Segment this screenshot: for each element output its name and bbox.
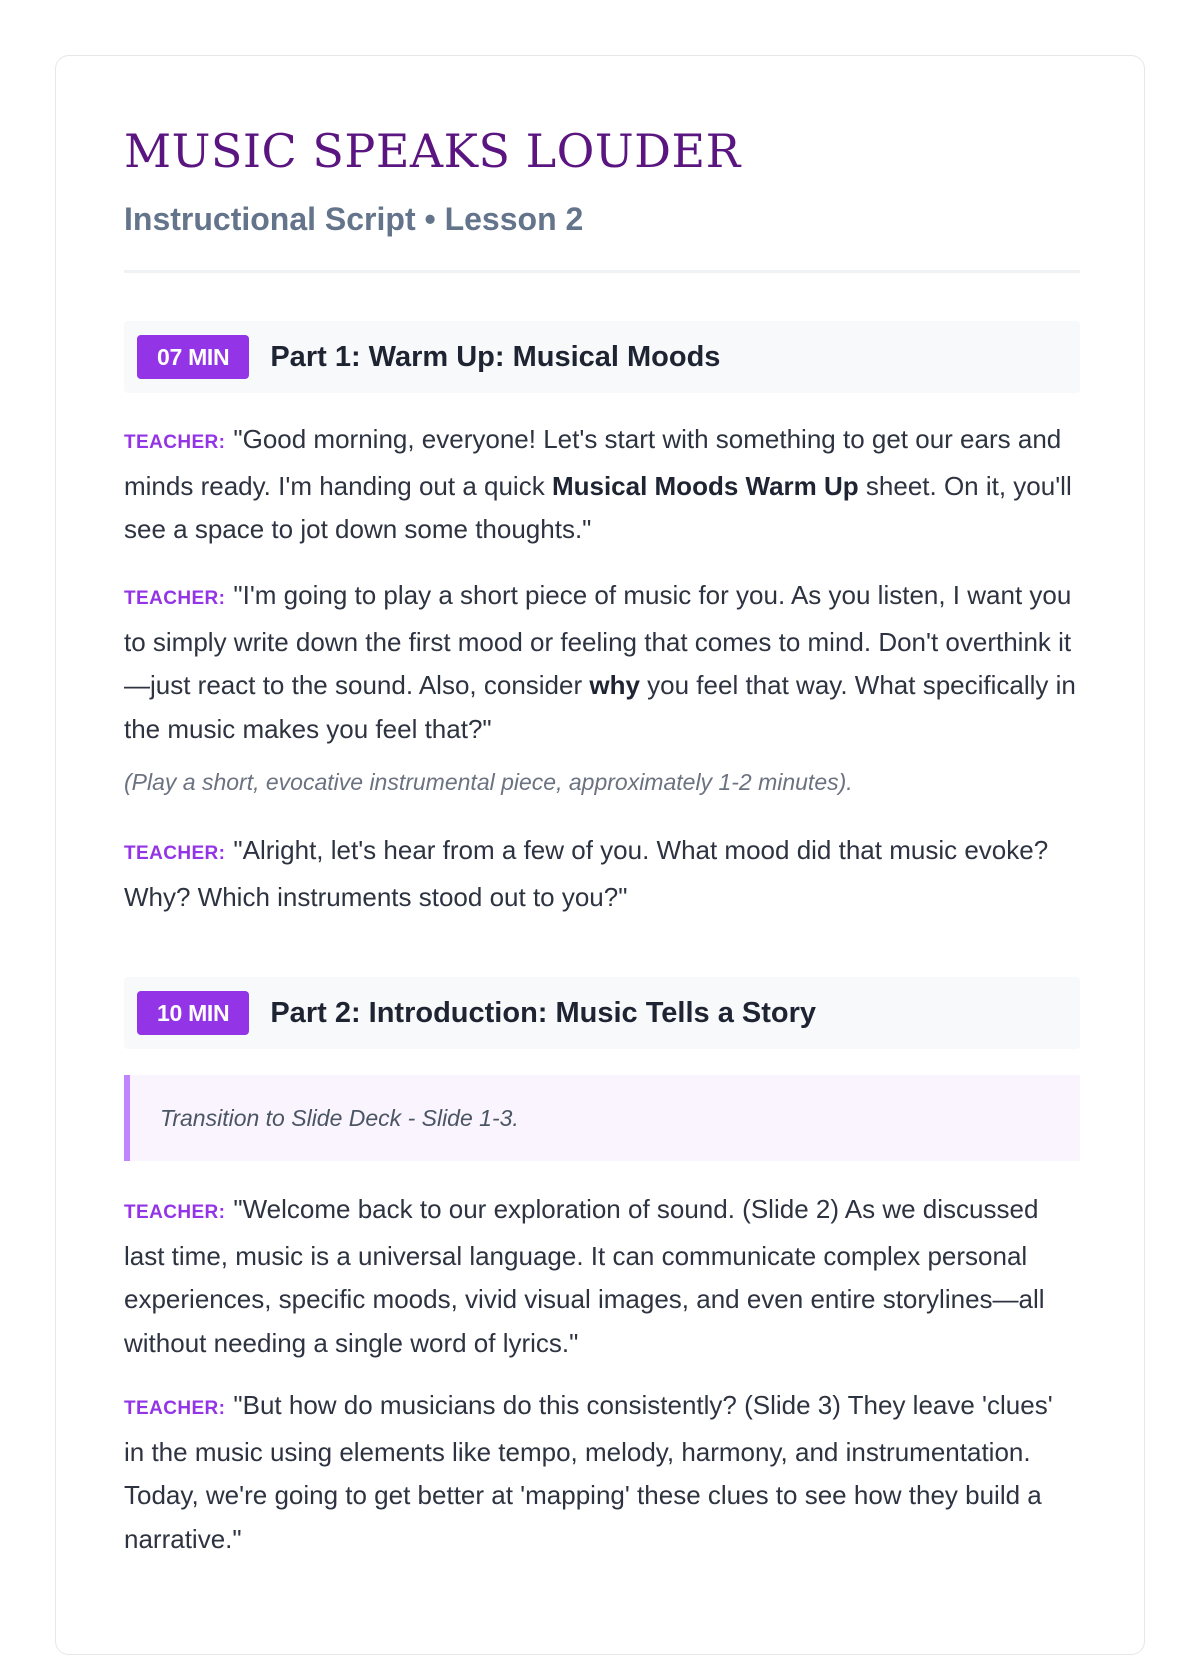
part-2-title: Part 2: Introduction: Music Tells a Story	[270, 996, 817, 1029]
speaker-label: TEACHER:	[124, 588, 226, 609]
teacher-line-1-text-start: "Good morning, everyone! Let's start with something to get our ears and minds ready. I'm handing out a quick	[124, 424, 1062, 501]
header-divider	[124, 270, 1080, 273]
teacher-line-1-text-end: sheet. On it, you'll see a space to jot down some thoughts."	[124, 470, 1072, 544]
speaker-label: TEACHER:	[124, 1398, 226, 1419]
page-title: MUSIC SPEAKS LOUDER	[124, 124, 741, 178]
teacher-line-1-emphasis: Musical Moods Warm Up	[551, 470, 859, 501]
part-1-duration-badge: 07 MIN	[137, 335, 249, 379]
teacher-line-2-text-start: "I'm going to play a short piece of music for you. As you listen, I want you to simply write down the first mood or feeling that comes to mind. Don't overthink it—just react to the sound. Also, consider	[124, 580, 1072, 700]
part-1-title: Part 1: Warm Up: Musical Moods	[270, 340, 721, 373]
teacher-line-5	[124, 1384, 1080, 1561]
teacher-line-1	[124, 418, 1080, 552]
part-2-header	[124, 977, 1080, 1049]
teacher-line-2-emphasis: why	[589, 670, 640, 700]
speaker-label: TEACHER:	[124, 432, 226, 453]
part-2-duration-badge: 10 MIN	[137, 991, 249, 1035]
teacher-line-4	[124, 1188, 1080, 1365]
page-subtitle: Instructional Script • Lesson 2	[124, 201, 584, 237]
transition-note	[124, 1075, 1080, 1161]
lesson-script-card	[55, 55, 1145, 1655]
transition-note-text: Transition to Slide Deck - Slide 1-3.	[160, 1104, 519, 1131]
teacher-line-4-text: "Welcome back to our exploration of sound. (Slide 2) As we discussed last time, music is a universal language. It can communicate complex personal experiences, specific moods, vivid visual images, and even entire storylines—all without needing a single word of lyrics."	[124, 1194, 1045, 1358]
teacher-line-3	[124, 829, 1080, 919]
teacher-line-2-text-end: you feel that way. What specifically in the music makes you feel that?"	[124, 670, 1076, 744]
teacher-line-3-text: "Alright, let's hear from a few of you. What mood did that music evoke? Why? Which instruments stood out to you?"	[124, 835, 1049, 912]
stage-direction: (Play a short, evocative instrumental piece, approximately 1-2 minutes).	[124, 769, 853, 795]
teacher-line-2	[124, 574, 1080, 751]
part-1-header	[124, 321, 1080, 393]
speaker-label: TEACHER:	[124, 843, 226, 864]
speaker-label: TEACHER:	[124, 1202, 226, 1223]
teacher-line-5-text: "But how do musicians do this consistently? (Slide 3) They leave 'clues' in the music using elements like tempo, melody, harmony, and instrumentation. Today, we're going to get better at 'mapping' these clues to see how they build a narrative."	[124, 1390, 1053, 1554]
